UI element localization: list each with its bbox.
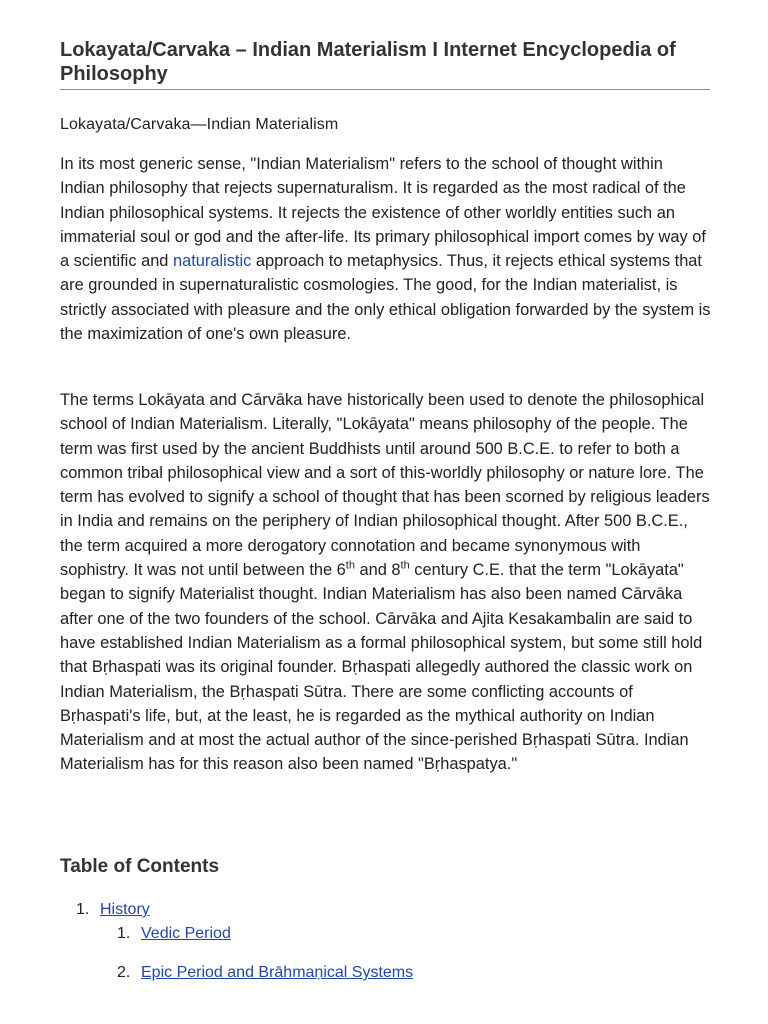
toc-link-history[interactable]: History: [100, 901, 150, 918]
toc-item-vedic-period: [117, 924, 231, 944]
toc-item-number: 1.: [117, 925, 131, 942]
toc-item-history: [76, 900, 150, 920]
toc-item-number: 1.: [76, 901, 90, 918]
toc-link-vedic-period[interactable]: Vedic Period: [141, 925, 231, 942]
toc-heading: Table of Contents: [60, 856, 220, 877]
intro-paragraph: [60, 152, 712, 346]
intro-text-after-link: approach to metaphysics. Thus, it rejects ethical systems that are grounded in supernaturalistic cosmologies. The good, for the Indian materialist, is strictly associated with pleasure and the only ethical obligation forwarded by the system is the maximization of one's own pleasure.: [60, 252, 711, 344]
toc-item-epic-period: [117, 963, 413, 983]
terms-paragraph: [60, 388, 712, 777]
terms-text-part1: The terms Lokāyata and Cārvāka have historically been used to denote the philosophical school of Indian Materialism. Literally, "Lokāyata" means philosophy of the people. The term was first used by the ancient Buddhists until around 500 B.C.E. to refer to both a common tribal philosophical view and a sort of this-worldly philosophy or nature lore. The term has evolved to signify a school of thought that has been scorned by religious leaders in India and remains on the periphery of Indian philosophical thought. After 500 B.C.E., the term acquired a more derogatory connotation and became synonymous with sophistry. It was not until between the 6: [60, 391, 710, 580]
naturalistic-link[interactable]: naturalistic: [172, 252, 252, 271]
terms-text-part2: and 8: [354, 561, 401, 580]
page-title: Lokayata/Carvaka – Indian Materialism I Internet Encyclopedia of Philosophy: [60, 0, 710, 90]
document-page: [60, 0, 711, 981]
toc-link-epic-period[interactable]: Epic Period and Brāhmaṇical Systems: [141, 964, 414, 981]
toc-item-number: 2.: [117, 964, 131, 981]
superscript-th-2: th: [400, 559, 410, 572]
terms-text-part3: century C.E. that the term "Lokāyata" began to signify Materialist thought. Indian Materialism has also been named Cārvāka after one of the two founders of the school. Cārvāka and Ajita Kesakambalin are said to have established Indian Materialism as a formal philosophical system, but some still hold that Bṛhaspati was its original founder. Bṛhaspati allegedly authored the classic work on Indian Materialism, the Bṛhaspati Sūtra. There are some conflicting accounts of Bṛhaspati's life, but, at the least, he is regarded as the mythical authority on Indian Materialism and at most the actual author of the since-perished Bṛhaspati Sūtra. Indian Materialism has for this reason also been named "Bṛhaspatya.": [60, 561, 703, 774]
article-subtitle: Lokayata/Carvaka—Indian Materialism: [60, 116, 339, 133]
intro-text-before-link: In its most generic sense, "Indian Materialism" refers to the school of thought within Indian philosophy that rejects supernaturalism. It is regarded as the most radical of the Indian philosophical systems. It rejects the existence of other worldly entities such an immaterial soul or god and the after-life. Its primary philosophical import comes by way of a scientific and: [60, 155, 706, 271]
superscript-th-1: th: [345, 559, 355, 572]
